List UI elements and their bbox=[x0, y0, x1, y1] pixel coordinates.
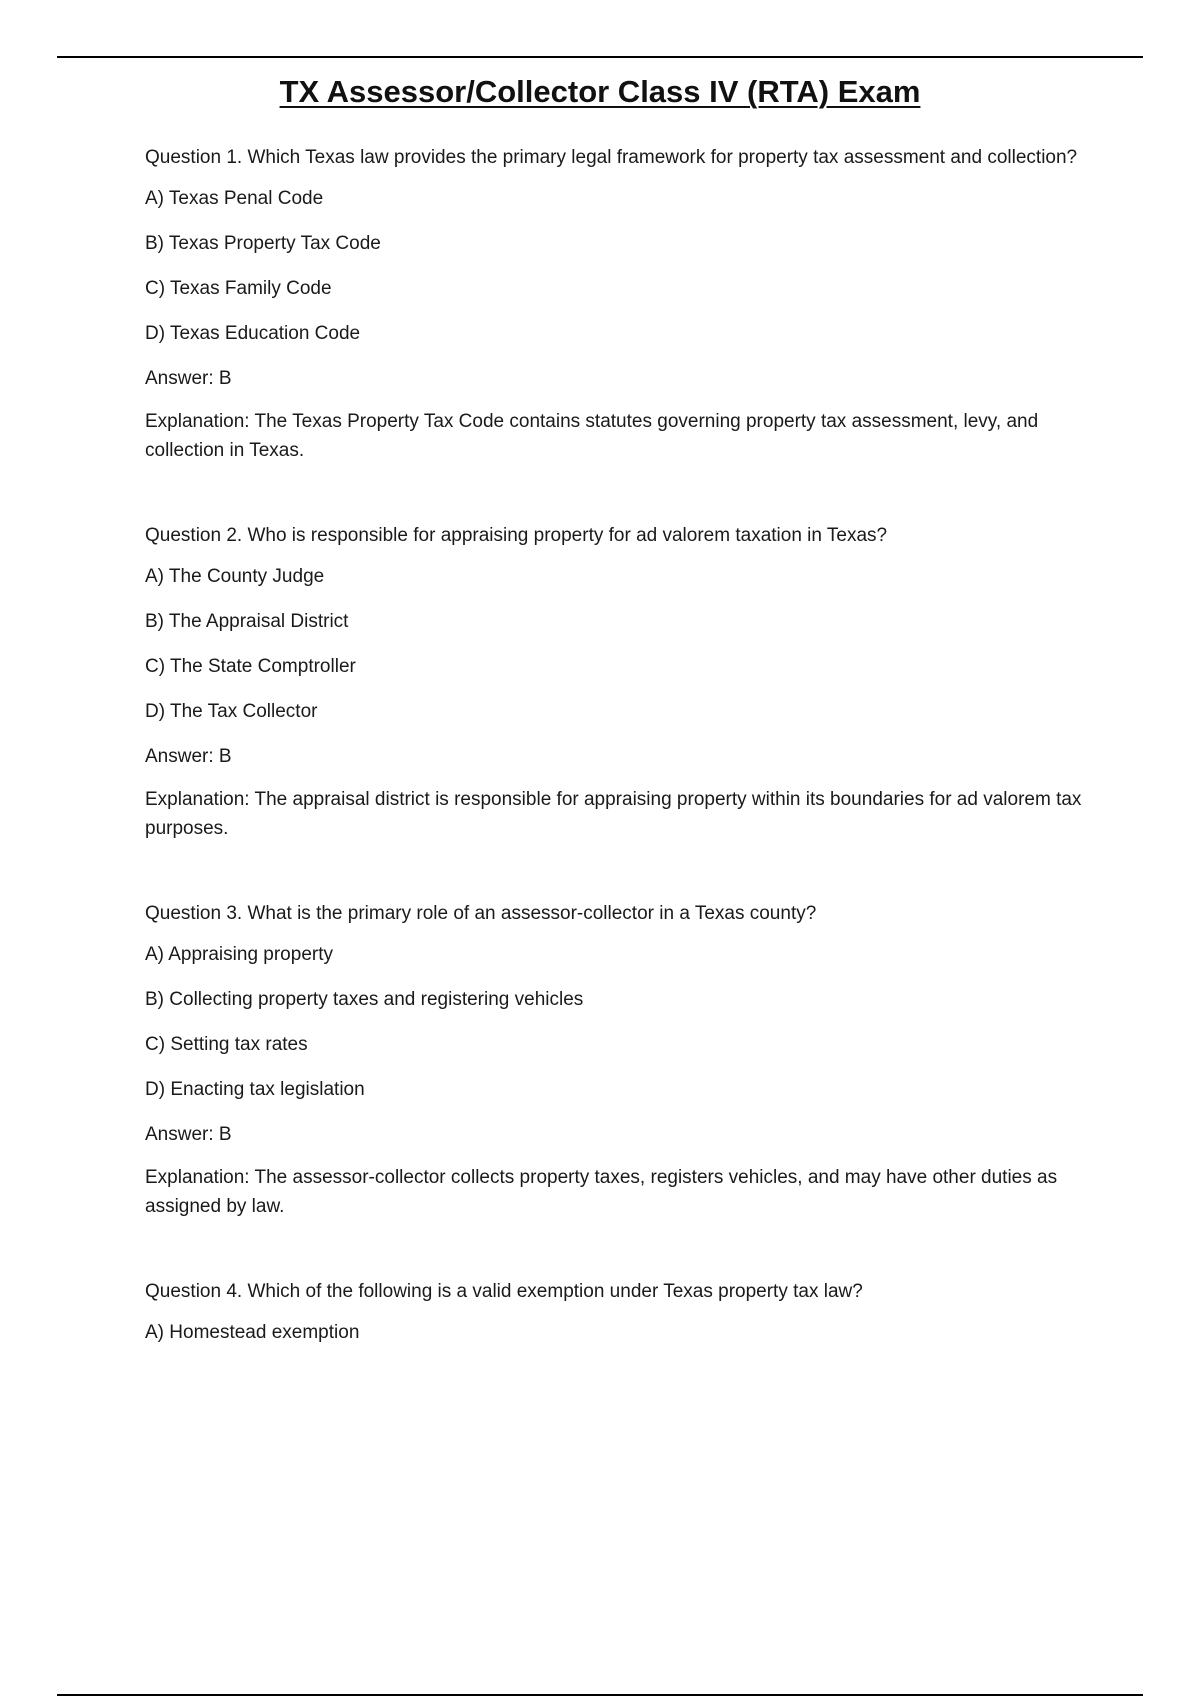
option-d: D) The Tax Collector bbox=[145, 701, 318, 722]
option-a: A) Appraising property bbox=[145, 944, 333, 965]
option-b: B) The Appraisal District bbox=[145, 611, 349, 632]
explanation-text: Explanation: The Texas Property Tax Code contains statutes governing property tax assessment, levy, and collection in Texas. bbox=[145, 411, 1039, 461]
option-a: A) The County Judge bbox=[145, 566, 325, 587]
option-c: C) The State Comptroller bbox=[145, 656, 356, 677]
document-body bbox=[145, 143, 1095, 1363]
option-c: C) Texas Family Code bbox=[145, 278, 332, 299]
question-block-1 bbox=[145, 143, 1095, 465]
page-title: TX Assessor/Collector Class IV (RTA) Exam bbox=[279, 74, 921, 109]
option-d: D) Texas Education Code bbox=[145, 323, 361, 344]
question-block-2 bbox=[145, 521, 1095, 843]
option-b: B) Texas Property Tax Code bbox=[145, 233, 381, 254]
question-text: Question 2. Who is responsible for appraising property for ad valorem taxation in Texas? bbox=[145, 525, 888, 546]
question-text: Question 1. Which Texas law provides the primary legal framework for property tax assessment and collection? bbox=[145, 147, 1078, 168]
option-a: A) Homestead exemption bbox=[145, 1322, 360, 1343]
explanation-text: Explanation: The appraisal district is responsible for appraising property within its boundaries for ad valorem tax purposes. bbox=[145, 789, 1082, 839]
bottom-rule bbox=[57, 1694, 1143, 1696]
question-block-3 bbox=[145, 899, 1095, 1221]
option-d: D) Enacting tax legislation bbox=[145, 1079, 365, 1100]
answer-text: Answer: B bbox=[145, 746, 232, 767]
explanation-text: Explanation: The assessor-collector collects property taxes, registers vehicles, and may have other duties as assigned by law. bbox=[145, 1167, 1058, 1217]
option-b: B) Collecting property taxes and registering vehicles bbox=[145, 989, 584, 1010]
option-a: A) Texas Penal Code bbox=[145, 188, 324, 209]
answer-text: Answer: B bbox=[145, 1124, 232, 1145]
option-c: C) Setting tax rates bbox=[145, 1034, 308, 1055]
question-text: Question 4. Which of the following is a valid exemption under Texas property tax law? bbox=[145, 1281, 863, 1302]
top-rule bbox=[57, 56, 1143, 58]
question-text: Question 3. What is the primary role of an assessor-collector in a Texas county? bbox=[145, 903, 817, 924]
answer-text: Answer: B bbox=[145, 368, 232, 389]
question-block-4 bbox=[145, 1277, 1095, 1347]
